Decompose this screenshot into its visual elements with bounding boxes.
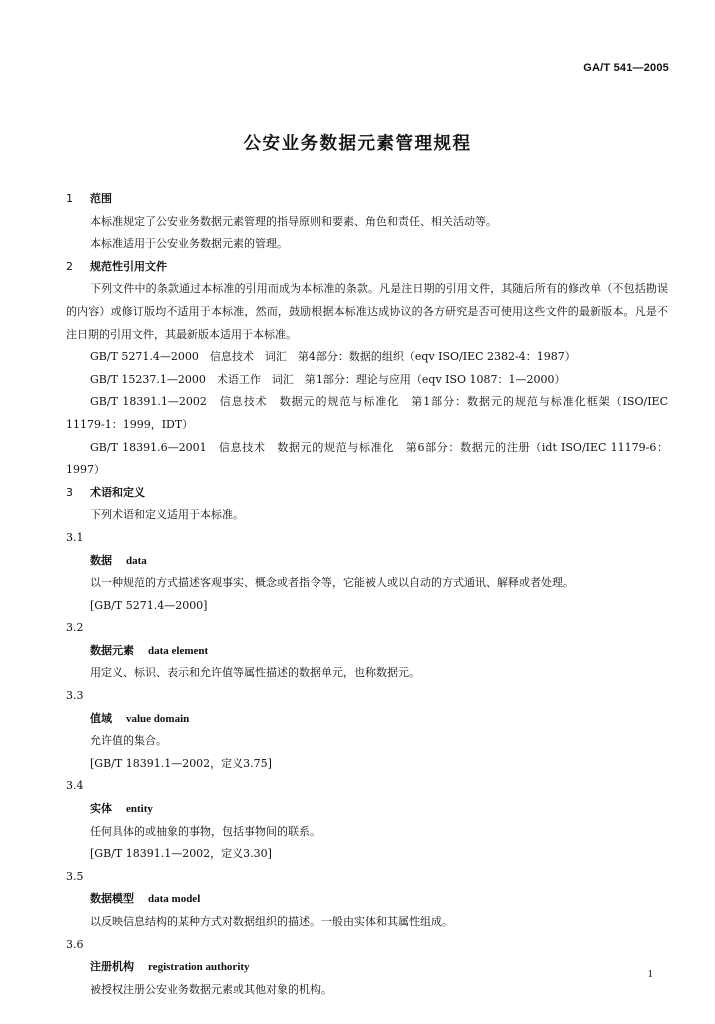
section-number: 3 xyxy=(66,485,73,499)
term-en: entity xyxy=(126,803,153,816)
document-body xyxy=(66,188,668,1001)
term-definition: 任何具体的或抽象的事物，包括事物间的联系。 xyxy=(90,824,321,838)
term-name xyxy=(66,888,668,911)
term-number: 3.4 xyxy=(66,779,84,793)
term-reference: [GB/T 18391.1—2002，定义3.75] xyxy=(90,756,272,770)
term-reference: [GB/T 5271.4—2000] xyxy=(90,598,208,612)
section-number: 1 xyxy=(66,192,73,205)
document-title: 公安业务数据元素管理规程 xyxy=(243,134,472,154)
term-definition: 以一种规范的方式描述客观事实、概念或者指令等，它能被人或以自动的方式通讯、解释或者处理。 xyxy=(90,576,574,590)
section-number: 2 xyxy=(66,259,73,273)
reference-item: GB/T 18391.1—2002 信息技术 数据元的规范与标准化 第1部分：数据元的规范与标准化框架（ISO/IEC 11179-1：1999，IDT） xyxy=(66,395,668,431)
term-definition: 以反映信息结构的某种方式对数据组织的描述。一般由实体和其属性组成。 xyxy=(90,915,453,928)
term-en: registration authority xyxy=(148,961,250,974)
term-name xyxy=(66,798,668,821)
term-name xyxy=(66,640,668,663)
paragraph: 下列文件中的条款通过本标准的引用而成为本标准的条款。凡是注日期的引用文件，其随后所有的修改单（不包括勘误的内容）或修订版均不适用于本标准，然而，鼓励根据本标准达成协议的各方研究是否可使用这些文件的最新版本。凡是不注日期的引用文件，其最新版本适用于本标准。 xyxy=(66,282,668,341)
term-number: 3.3 xyxy=(66,689,84,703)
page-number: 1 xyxy=(647,968,653,980)
section-heading-terms-definitions xyxy=(66,482,668,505)
standard-code: GA/T 541—2005 xyxy=(583,62,669,74)
term-zh: 数据模型 xyxy=(90,892,134,906)
reference-item: GB/T 18391.6—2001 信息技术 数据元的规范与标准化 第6部分：数据元的注册（idt ISO/IEC 11179-6：1997） xyxy=(66,440,668,477)
section-title: 范围 xyxy=(90,192,112,205)
section-title: 规范性引用文件 xyxy=(90,259,167,273)
section-heading-normative-references xyxy=(66,256,668,279)
term-en: data model xyxy=(148,893,201,906)
term-en: data xyxy=(126,554,147,567)
reference-item: GB/T 15237.1—2000 术语工作 词汇 第1部分：理论与应用（eqv ISO 1087：1—2000） xyxy=(90,372,566,386)
term-number: 3.6 xyxy=(66,937,84,951)
reference-item: GB/T 5271.4—2000 信息技术 词汇 第4部分：数据的组织（eqv ISO/IEC 2382-4：1987） xyxy=(90,350,576,364)
term-name xyxy=(66,956,668,979)
term-zh: 数据元素 xyxy=(90,643,134,657)
paragraph: 本标准适用于公安业务数据元素的管理。 xyxy=(90,237,288,251)
term-zh: 实体 xyxy=(90,802,112,816)
paragraph: 下列术语和定义适用于本标准。 xyxy=(90,508,244,522)
term-zh: 值域 xyxy=(90,711,112,725)
section-heading-scope xyxy=(66,188,668,211)
term-number: 3.2 xyxy=(66,621,84,635)
paragraph: 本标准规定了公安业务数据元素管理的指导原则和要素、角色和责任、相关活动等。 xyxy=(90,214,497,228)
term-reference: [GB/T 18391.1—2002，定义3.30] xyxy=(90,847,272,861)
term-en: data element xyxy=(148,644,209,657)
term-definition: 允许值的集合。 xyxy=(90,734,167,748)
term-name xyxy=(66,708,668,731)
term-zh: 注册机构 xyxy=(90,960,134,974)
term-name xyxy=(66,550,668,573)
term-number: 3.5 xyxy=(66,869,84,883)
term-en: value domain xyxy=(126,712,190,725)
term-definition: 被授权注册公安业务数据元素或其他对象的机构。 xyxy=(90,982,332,996)
term-number: 3.1 xyxy=(66,530,84,544)
term-zh: 数据 xyxy=(90,553,112,567)
term-definition: 用定义、标识、表示和允许值等属性描述的数据单元，也称数据元。 xyxy=(90,666,420,680)
section-title: 术语和定义 xyxy=(90,485,145,499)
